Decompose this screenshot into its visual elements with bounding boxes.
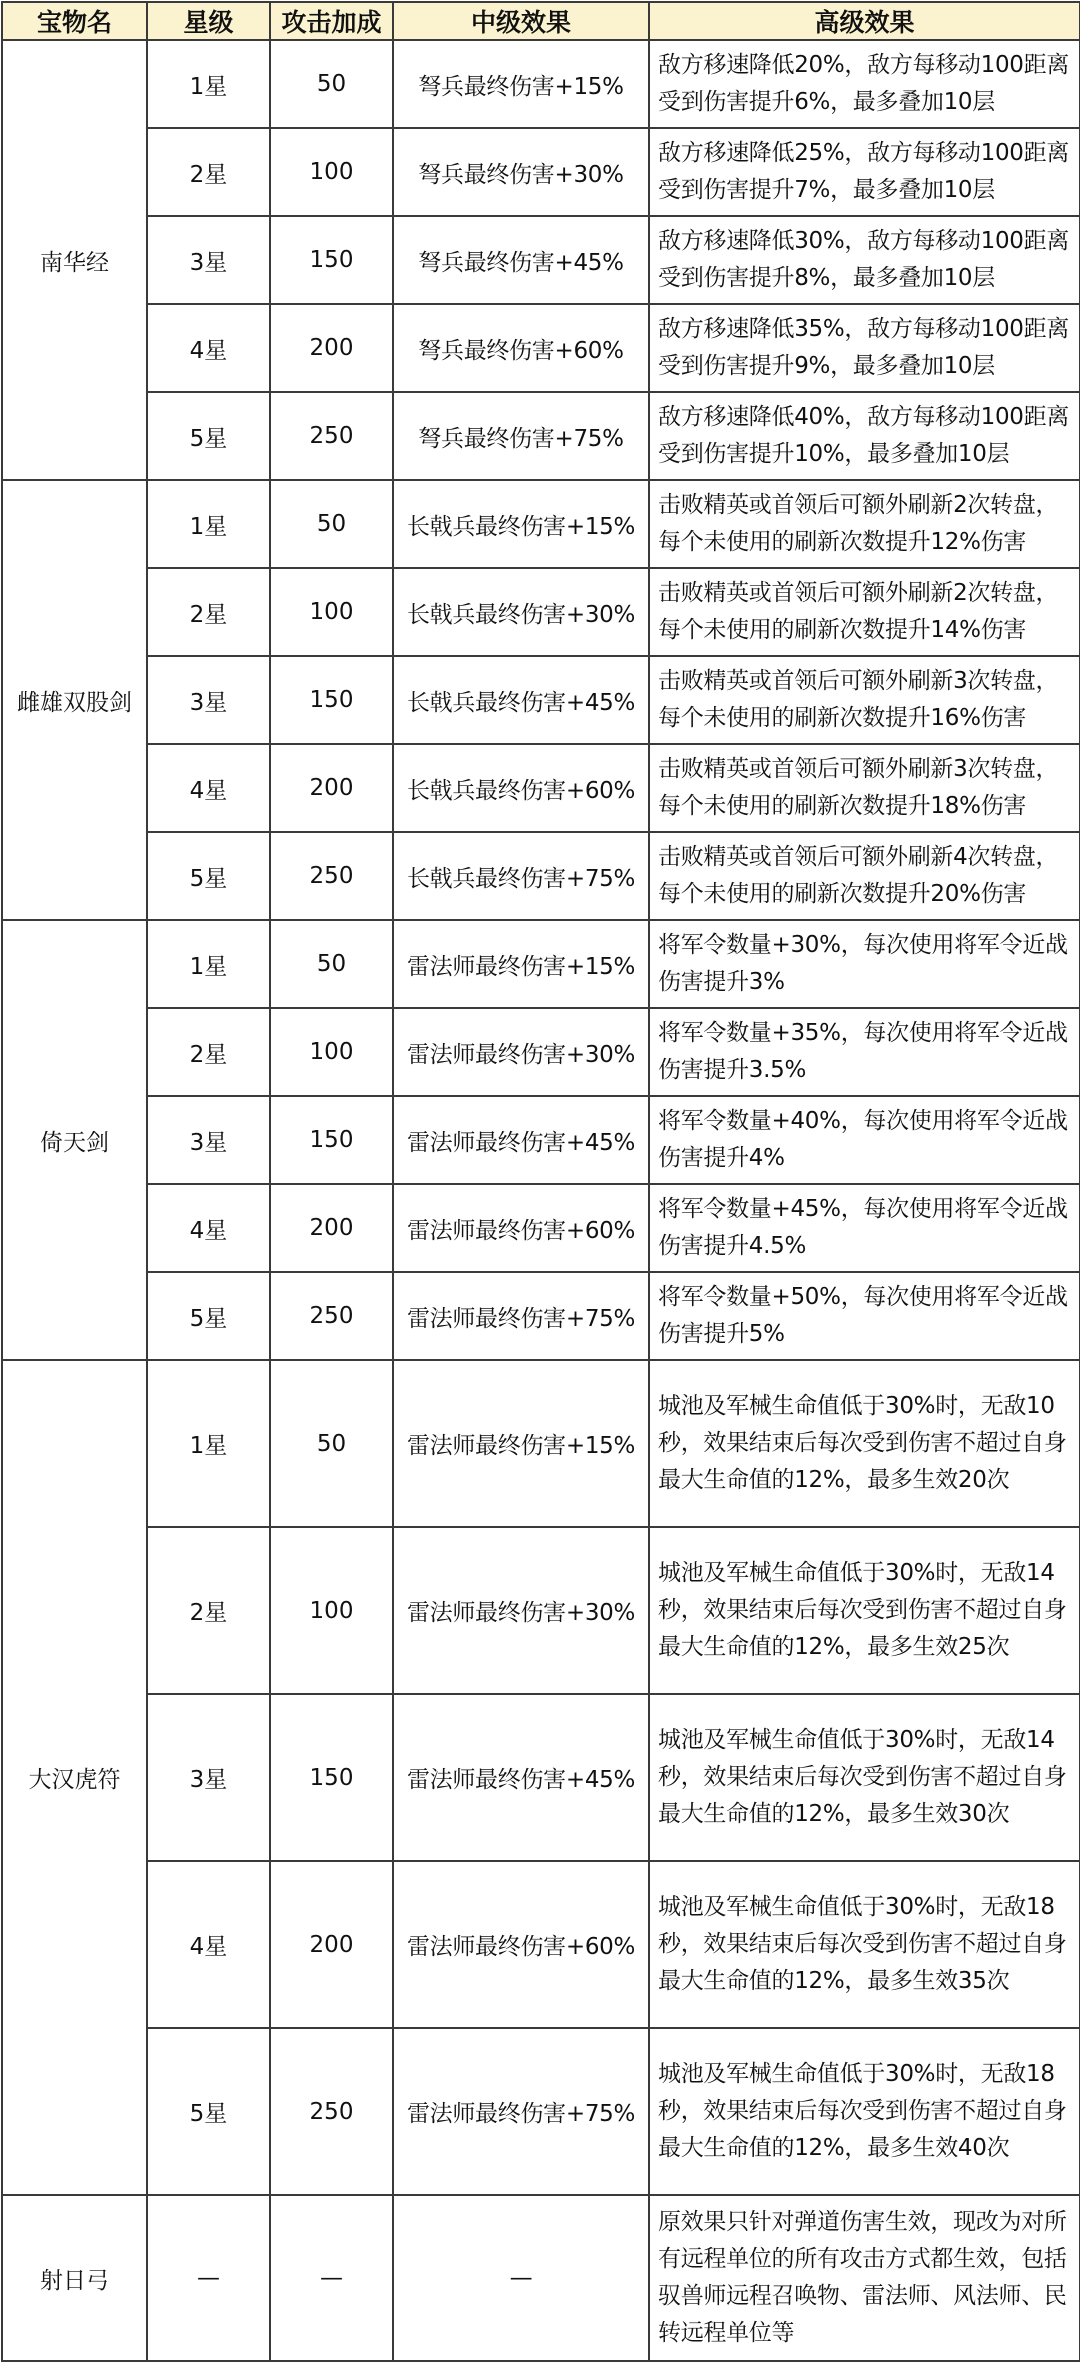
table-row	[2, 304, 1080, 392]
attack-bonus-cell: —	[270, 2195, 393, 2361]
advanced-effect-cell: 敌方移速降低25%，敌方每移动100距离受到伤害提升7%，最多叠加10层	[649, 128, 1080, 216]
table-row	[2, 1096, 1080, 1184]
intermediate-effect-cell: 雷法师最终伤害+60%	[393, 1861, 649, 2028]
header-treasure-name: 宝物名	[2, 2, 147, 40]
attack-bonus-cell: 250	[270, 1272, 393, 1360]
table-row	[2, 832, 1080, 920]
table-row	[2, 744, 1080, 832]
treasure-table	[1, 1, 1080, 2362]
star-level-cell: 3星	[147, 656, 270, 744]
advanced-effect-cell: 敌方移速降低30%，敌方每移动100距离受到伤害提升8%，最多叠加10层	[649, 216, 1080, 304]
intermediate-effect-cell: 弩兵最终伤害+30%	[393, 128, 649, 216]
attack-bonus-cell: 100	[270, 128, 393, 216]
header-attack-bonus: 攻击加成	[270, 2, 393, 40]
table-row	[2, 216, 1080, 304]
treasure-name-cixiong-shuanggujian: 雌雄双股剑	[2, 480, 147, 920]
treasure-name-dahan-hufu: 大汉虎符	[2, 1360, 147, 2195]
intermediate-effect-cell: 长戟兵最终伤害+30%	[393, 568, 649, 656]
star-level-cell: 4星	[147, 1184, 270, 1272]
star-level-cell: 5星	[147, 1272, 270, 1360]
attack-bonus-cell: 100	[270, 1527, 393, 1694]
attack-bonus-cell: 250	[270, 392, 393, 480]
star-level-cell: 5星	[147, 832, 270, 920]
attack-bonus-cell: 150	[270, 656, 393, 744]
advanced-effect-cell: 击败精英或首领后可额外刷新3次转盘，每个未使用的刷新次数提升18%伤害	[649, 744, 1080, 832]
advanced-effect-cell: 城池及军械生命值低于30%时，无敌18秒，效果结束后每次受到伤害不超过自身最大生命值的12%，最多生效35次	[649, 1861, 1080, 2028]
advanced-effect-cell: 击败精英或首领后可额外刷新3次转盘，每个未使用的刷新次数提升16%伤害	[649, 656, 1080, 744]
star-level-cell: 4星	[147, 304, 270, 392]
star-level-cell: —	[147, 2195, 270, 2361]
attack-bonus-cell: 50	[270, 480, 393, 568]
intermediate-effect-cell: 雷法师最终伤害+75%	[393, 1272, 649, 1360]
advanced-effect-cell: 城池及军械生命值低于30%时，无敌18秒，效果结束后每次受到伤害不超过自身最大生命值的12%，最多生效40次	[649, 2028, 1080, 2195]
advanced-effect-cell: 将军令数量+40%，每次使用将军令近战伤害提升4%	[649, 1096, 1080, 1184]
attack-bonus-cell: 100	[270, 1008, 393, 1096]
table-row	[2, 1008, 1080, 1096]
advanced-effect-cell: 敌方移速降低35%，敌方每移动100距离受到伤害提升9%，最多叠加10层	[649, 304, 1080, 392]
attack-bonus-cell: 200	[270, 1861, 393, 2028]
advanced-effect-cell: 城池及军械生命值低于30%时，无敌14秒，效果结束后每次受到伤害不超过自身最大生命值的12%，最多生效25次	[649, 1527, 1080, 1694]
table-row	[2, 1694, 1080, 1861]
attack-bonus-cell: 200	[270, 744, 393, 832]
star-level-cell: 2星	[147, 128, 270, 216]
intermediate-effect-cell: 雷法师最终伤害+75%	[393, 2028, 649, 2195]
attack-bonus-cell: 150	[270, 216, 393, 304]
advanced-effect-cell: 将军令数量+50%，每次使用将军令近战伤害提升5%	[649, 1272, 1080, 1360]
table-row	[2, 480, 1080, 568]
advanced-effect-cell: 敌方移速降低40%，敌方每移动100距离受到伤害提升10%，最多叠加10层	[649, 392, 1080, 480]
advanced-effect-cell: 击败精英或首领后可额外刷新4次转盘，每个未使用的刷新次数提升20%伤害	[649, 832, 1080, 920]
attack-bonus-cell: 150	[270, 1694, 393, 1861]
treasure-name-yitianjian: 倚天剑	[2, 920, 147, 1360]
table-row	[2, 1861, 1080, 2028]
star-level-cell: 2星	[147, 568, 270, 656]
star-level-cell: 5星	[147, 2028, 270, 2195]
star-level-cell: 5星	[147, 392, 270, 480]
header-row	[2, 2, 1080, 40]
advanced-effect-cell: 城池及军械生命值低于30%时，无敌14秒，效果结束后每次受到伤害不超过自身最大生命值的12%，最多生效30次	[649, 1694, 1080, 1861]
attack-bonus-cell: 250	[270, 832, 393, 920]
attack-bonus-cell: 250	[270, 2028, 393, 2195]
attack-bonus-cell: 150	[270, 1096, 393, 1184]
intermediate-effect-cell: 长戟兵最终伤害+60%	[393, 744, 649, 832]
intermediate-effect-cell: 雷法师最终伤害+15%	[393, 1360, 649, 1527]
table-row	[2, 128, 1080, 216]
star-level-cell: 2星	[147, 1527, 270, 1694]
treasure-name-nanhuajing: 南华经	[2, 40, 147, 480]
intermediate-effect-cell: 弩兵最终伤害+75%	[393, 392, 649, 480]
attack-bonus-cell: 200	[270, 304, 393, 392]
star-level-cell: 1星	[147, 480, 270, 568]
attack-bonus-cell: 50	[270, 1360, 393, 1527]
advanced-effect-cell: 击败精英或首领后可额外刷新2次转盘，每个未使用的刷新次数提升14%伤害	[649, 568, 1080, 656]
intermediate-effect-cell: —	[393, 2195, 649, 2361]
intermediate-effect-cell: 弩兵最终伤害+15%	[393, 40, 649, 128]
header-intermediate-effect: 中级效果	[393, 2, 649, 40]
attack-bonus-cell: 100	[270, 568, 393, 656]
star-level-cell: 4星	[147, 1861, 270, 2028]
advanced-effect-cell: 将军令数量+45%，每次使用将军令近战伤害提升4.5%	[649, 1184, 1080, 1272]
attack-bonus-cell: 50	[270, 920, 393, 1008]
star-level-cell: 1星	[147, 1360, 270, 1527]
table-body	[2, 40, 1080, 2361]
intermediate-effect-cell: 长戟兵最终伤害+75%	[393, 832, 649, 920]
table-row	[2, 568, 1080, 656]
table-row	[2, 40, 1080, 128]
table-row	[2, 2195, 1080, 2361]
table-row	[2, 2028, 1080, 2195]
intermediate-effect-cell: 雷法师最终伤害+60%	[393, 1184, 649, 1272]
treasure-name-sheri-gong: 射日弓	[2, 2195, 147, 2361]
intermediate-effect-cell: 长戟兵最终伤害+45%	[393, 656, 649, 744]
table-row	[2, 392, 1080, 480]
attack-bonus-cell: 200	[270, 1184, 393, 1272]
advanced-effect-cell: 将军令数量+30%，每次使用将军令近战伤害提升3%	[649, 920, 1080, 1008]
advanced-effect-cell: 将军令数量+35%，每次使用将军令近战伤害提升3.5%	[649, 1008, 1080, 1096]
advanced-effect-cell: 原效果只针对弹道伤害生效，现改为对所有远程单位的所有攻击方式都生效，包括驭兽师远程召唤物、雷法师、风法师、民转远程单位等	[649, 2195, 1080, 2361]
table-row	[2, 1184, 1080, 1272]
intermediate-effect-cell: 雷法师最终伤害+45%	[393, 1694, 649, 1861]
star-level-cell: 3星	[147, 216, 270, 304]
star-level-cell: 3星	[147, 1096, 270, 1184]
table-row	[2, 920, 1080, 1008]
header-advanced-effect: 高级效果	[649, 2, 1080, 40]
header-star-level: 星级	[147, 2, 270, 40]
intermediate-effect-cell: 雷法师最终伤害+45%	[393, 1096, 649, 1184]
table-row	[2, 1360, 1080, 1527]
table-row	[2, 656, 1080, 744]
star-level-cell: 1星	[147, 40, 270, 128]
intermediate-effect-cell: 雷法师最终伤害+15%	[393, 920, 649, 1008]
advanced-effect-cell: 敌方移速降低20%，敌方每移动100距离受到伤害提升6%，最多叠加10层	[649, 40, 1080, 128]
table-row	[2, 1527, 1080, 1694]
table-row	[2, 1272, 1080, 1360]
star-level-cell: 4星	[147, 744, 270, 832]
star-level-cell: 3星	[147, 1694, 270, 1861]
advanced-effect-cell: 击败精英或首领后可额外刷新2次转盘，每个未使用的刷新次数提升12%伤害	[649, 480, 1080, 568]
attack-bonus-cell: 50	[270, 40, 393, 128]
star-level-cell: 1星	[147, 920, 270, 1008]
advanced-effect-cell: 城池及军械生命值低于30%时，无敌10秒，效果结束后每次受到伤害不超过自身最大生命值的12%，最多生效20次	[649, 1360, 1080, 1527]
intermediate-effect-cell: 雷法师最终伤害+30%	[393, 1527, 649, 1694]
intermediate-effect-cell: 弩兵最终伤害+45%	[393, 216, 649, 304]
star-level-cell: 2星	[147, 1008, 270, 1096]
intermediate-effect-cell: 雷法师最终伤害+30%	[393, 1008, 649, 1096]
intermediate-effect-cell: 长戟兵最终伤害+15%	[393, 480, 649, 568]
intermediate-effect-cell: 弩兵最终伤害+60%	[393, 304, 649, 392]
